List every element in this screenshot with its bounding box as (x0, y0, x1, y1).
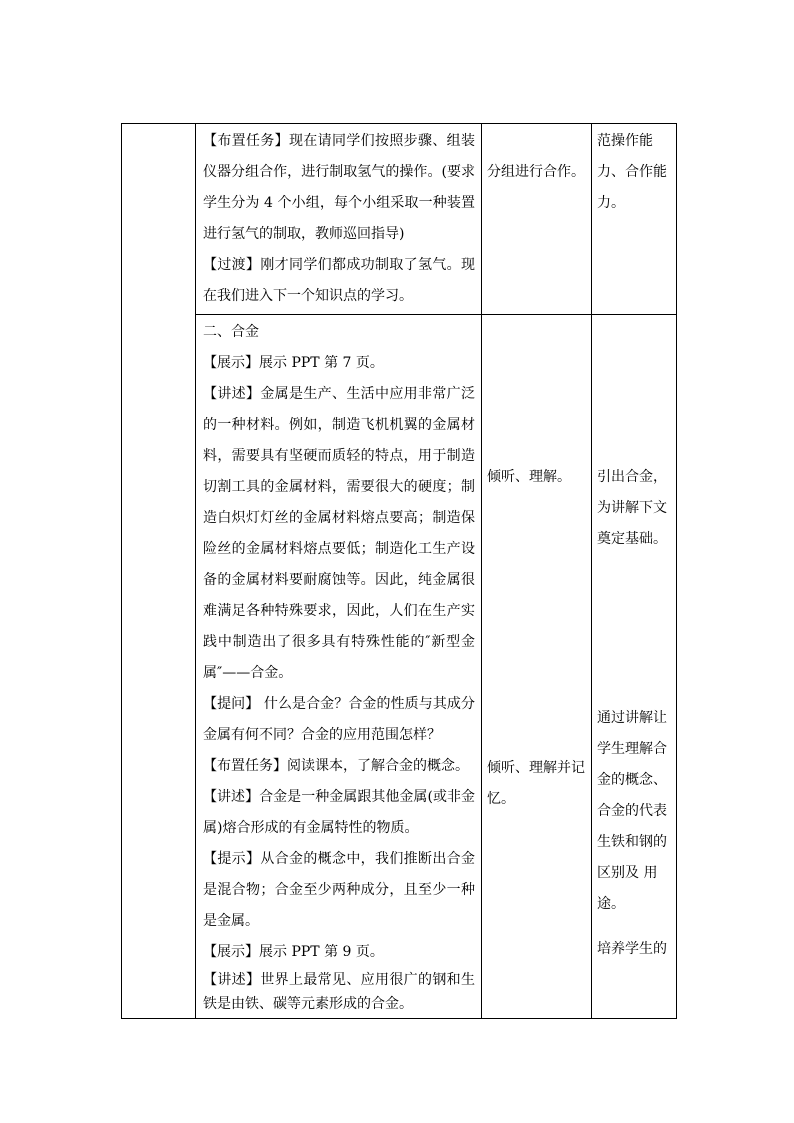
student-activity-cell (482, 315, 592, 1019)
paragraph-tag: 【讲述】 (203, 789, 260, 805)
student-activity-text: 倾听、理解并记忆。 (487, 760, 585, 807)
section-title: 二、合金 (203, 324, 259, 340)
teacher-activity-cell (196, 124, 482, 315)
paragraph-tag: 【布置任务】 (203, 133, 289, 149)
paragraph (203, 968, 475, 1016)
table-row (122, 315, 677, 1019)
paragraph-tag: 【过渡】 (203, 257, 261, 273)
paragraph-text: 展示 PPT 第 7 页。 (259, 355, 384, 371)
paragraph-text: 合金是一种金属跟其他金属(或非金属)熔合形成的有金属特性的物质。 (203, 789, 476, 836)
paragraph-text: 世界上最常见、应用很广的钢和生铁是由铁、碳等元素形成的合金。 (203, 972, 476, 1012)
paragraph (203, 348, 475, 379)
paragraph-text: 刚才同学们都成功制取了氢气。现在我们进入下一个知识点的学习。 (203, 257, 476, 304)
paragraph-tag: 【展示】 (203, 355, 259, 371)
design-intent-text: 通过讲解让学生理解合金的概念、合金的代表生铁和钢的区别及 用途。 (597, 710, 667, 912)
paragraph-text: 从合金的概念中，我们推断出合金是混合物；合金至少两种成分，且至少一种是金属。 (203, 851, 476, 929)
design-intent-cell (592, 315, 677, 1019)
paragraph (203, 782, 475, 844)
paragraph-text: 现在请同学们按照步骤、组装仪器分组合作，进行制取氢气的操作。(要求学生分为 4 个小组，每个小组采取一种装置进行氢气的制取，教师巡回指导) (203, 133, 475, 242)
paragraph-tag: 【讲述】 (203, 386, 261, 402)
paragraph-tag: 【布置任务】 (203, 758, 287, 774)
paragraph-tag: 【提示】 (203, 851, 261, 867)
paragraph (203, 844, 475, 937)
design-intent-cell (592, 124, 677, 315)
paragraph-text: 金属是生产、生活中应用非常广泛的一种材料。例如，制造飞机机翼的金属材料，需要具有坚硬而质轻的特点，用于制造切割工具的金属材料，需要很大的硬度；制造白炽灯灯丝的金属材料熔点要高；制造保险丝的金属材料熔点要低；制造化工生产设备的金属材料要耐腐蚀等。因此，纯金属很难满足各种特殊要求，因此，人们在生产实践中制造出了很多具有特殊性能的″新型金属″——合金。 (203, 386, 476, 681)
student-activity-text: 倾听、理解。 (487, 469, 571, 485)
paragraph-tag: 【展示】 (203, 944, 259, 960)
student-activity-cell (482, 124, 592, 315)
design-intent-text: 培养学生的 (597, 941, 667, 957)
lesson-plan-table (121, 123, 677, 1019)
design-intent-text: 范操作能力、合作能力。 (597, 133, 667, 211)
paragraph (203, 126, 475, 250)
paragraph-text: 展示 PPT 第 9 页。 (259, 944, 384, 960)
student-activity-text: 分组进行合作。 (487, 164, 585, 180)
teacher-activity-cell (196, 315, 482, 1019)
table-row (122, 124, 677, 315)
paragraph (203, 751, 475, 782)
paragraph (203, 937, 475, 968)
stage-cell (122, 124, 196, 1019)
paragraph-tag: 【提问】 (203, 696, 260, 712)
paragraph (203, 379, 475, 689)
design-intent-text: 引出合金，为讲解下文奠定基础。 (597, 469, 667, 547)
paragraph-text: 阅读课本，了解合金的概念。 (287, 758, 469, 774)
paragraph (203, 689, 475, 751)
paragraph-text: 什么是合金？合金的性质与其成分金属有何不同？合金的应用范围怎样？ (203, 696, 475, 743)
paragraph (203, 250, 475, 312)
paragraph-tag: 【讲述】 (203, 972, 261, 988)
